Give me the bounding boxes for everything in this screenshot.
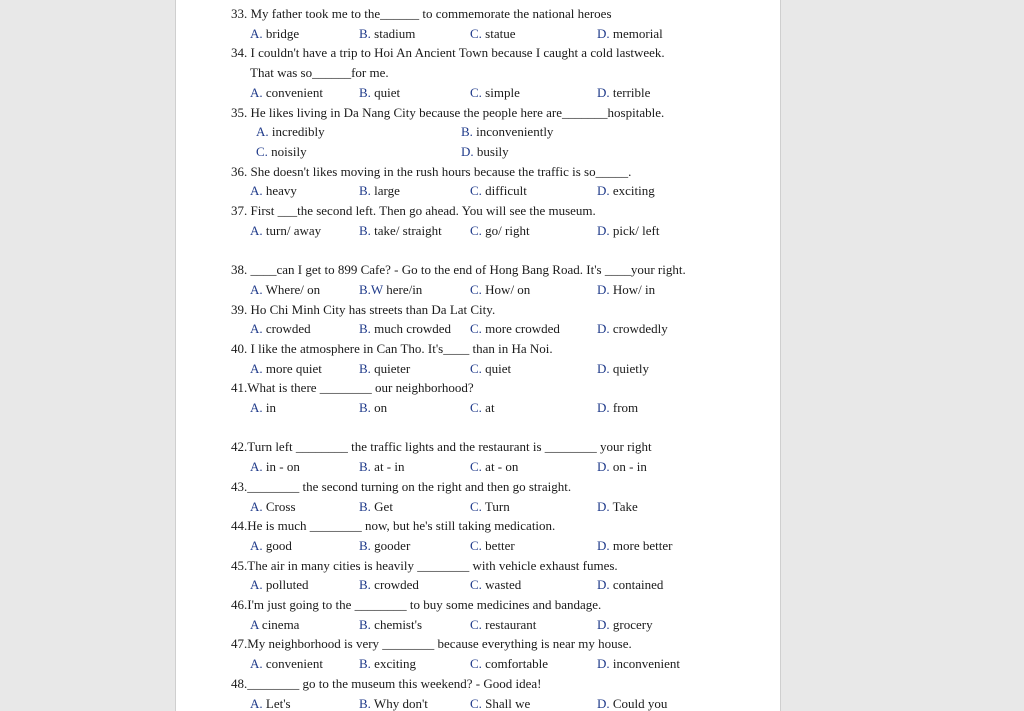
question-text: 47.My neighborhood is very ________ because everything is near my house.: [231, 636, 632, 652]
answer-option: [597, 497, 638, 517]
option-text: quietly: [609, 360, 649, 376]
option-text: pick/ left: [609, 222, 660, 238]
answer-option: [597, 575, 663, 595]
answer-option: [597, 615, 653, 635]
option-text: chemist's: [370, 616, 423, 632]
answer-option: [470, 83, 520, 103]
option-letter: B.: [359, 360, 371, 376]
option-text: crowdedly: [609, 321, 668, 337]
answer-option: [359, 24, 415, 44]
option-text: much crowded: [370, 321, 452, 337]
option-text: better: [481, 537, 515, 553]
option-letter: D.: [597, 459, 610, 475]
option-letter: B.: [359, 695, 371, 711]
answer-option: [461, 142, 509, 162]
option-text: more better: [609, 537, 673, 553]
question-text: 39. Ho Chi Minh City has streets than Da Lat City.: [231, 301, 496, 317]
option-text: simple: [481, 84, 520, 100]
option-text: at - in: [370, 459, 405, 475]
option-text: turn/ away: [262, 222, 322, 238]
answer-option: [359, 457, 405, 477]
option-letter: D.: [597, 616, 610, 632]
answer-option: [597, 359, 649, 379]
question-text: 46.I'm just going to the ________ to buy some medicines and bandage.: [231, 597, 602, 612]
option-letter: D.: [597, 537, 610, 553]
option-letter: D.: [597, 577, 610, 593]
option-letter: C.: [470, 537, 482, 553]
question-text: 42.Turn left ________ the traffic lights and the restaurant is ________ your right: [231, 439, 652, 455]
worksheet-line: [176, 63, 780, 83]
option-text: exciting: [370, 656, 417, 672]
option-text: statue: [481, 25, 516, 41]
option-letter: A.: [250, 656, 263, 672]
option-text: crowded: [262, 321, 311, 337]
answer-option: [597, 398, 638, 418]
option-letter: C.: [470, 577, 482, 593]
worksheet-line: [176, 240, 780, 260]
worksheet-line: [176, 339, 780, 359]
worksheet-line: [176, 378, 780, 398]
option-text: in: [262, 400, 277, 415]
question-text: 35. He likes living in Da Nang City because the people here are_______hospitable.: [231, 104, 665, 120]
option-letter: A.: [250, 498, 263, 514]
option-text: busily: [473, 143, 509, 159]
question-text: 41.What is there ________ our neighborhood?: [231, 380, 474, 396]
answer-option: [470, 24, 516, 44]
option-letter: B.: [461, 124, 473, 140]
worksheet-line: [176, 280, 780, 300]
option-text: crowded: [370, 577, 419, 593]
worksheet-line: [176, 595, 780, 615]
answer-option: [359, 615, 422, 635]
answer-option: [250, 221, 321, 241]
option-letter: C.: [470, 360, 482, 376]
option-letter: A.: [250, 400, 263, 415]
worksheet-line: [176, 359, 780, 379]
option-letter: D.: [597, 84, 610, 100]
answer-option: [597, 83, 650, 103]
worksheet-line: [176, 260, 780, 280]
worksheet-line: [176, 536, 780, 556]
option-text: on: [370, 400, 388, 415]
option-text: noisily: [267, 143, 307, 159]
answer-option: [470, 654, 548, 674]
worksheet-line: [176, 43, 780, 63]
option-letter: D.: [597, 25, 610, 41]
option-letter: A.: [250, 222, 263, 238]
answer-option: [359, 280, 422, 300]
worksheet-line: [176, 122, 780, 142]
option-text: exciting: [609, 183, 655, 199]
option-letter: D.: [461, 143, 474, 159]
option-letter: A.: [250, 577, 263, 593]
answer-option: [597, 280, 655, 300]
option-text: comfortable: [481, 656, 548, 672]
option-letter: B.: [359, 459, 371, 475]
answer-option: [250, 181, 297, 201]
answer-option: [250, 319, 311, 339]
worksheet-line: [176, 694, 780, 711]
option-letter: D.: [597, 400, 610, 415]
answer-option: [597, 221, 659, 241]
worksheet-line: [176, 437, 780, 457]
worksheet-line: [176, 516, 780, 536]
worksheet-line: [176, 497, 780, 517]
answer-option: [597, 654, 680, 674]
answer-option: [359, 575, 419, 595]
answer-option: [359, 398, 387, 418]
answer-option: [250, 536, 292, 556]
option-letter: D.: [597, 498, 610, 514]
option-letter: D.: [597, 222, 610, 238]
answer-option: [470, 398, 495, 418]
option-text: cinema: [258, 616, 300, 632]
option-letter: D.: [597, 360, 610, 376]
answer-option: [359, 221, 442, 241]
question-text: 43.________ the second turning on the right and then go straight.: [231, 478, 572, 494]
option-text: Why don't: [370, 695, 428, 711]
worksheet-line: [176, 83, 780, 103]
question-text: 36. She doesn't likes moving in the rush hours because the traffic is so_____.: [231, 163, 632, 179]
option-text: contained: [609, 577, 664, 593]
question-text: That was so______for me.: [250, 65, 389, 81]
option-text: Could you: [609, 695, 668, 711]
option-text: quiet: [370, 84, 401, 100]
option-letter: C.: [470, 616, 482, 632]
option-text: large: [370, 183, 400, 199]
option-letter: A.: [256, 124, 269, 140]
worksheet-line: [176, 142, 780, 162]
option-text: take/ straight: [370, 222, 442, 238]
option-letter: A.: [250, 537, 263, 553]
answer-option: [250, 654, 323, 674]
answer-option: [597, 319, 668, 339]
option-letter: A.: [250, 25, 263, 41]
answer-option: [359, 83, 400, 103]
option-text: Get: [370, 498, 393, 514]
option-text: Turn: [481, 498, 510, 514]
worksheet-line: [176, 575, 780, 595]
option-text: terrible: [609, 84, 651, 100]
answer-option: [250, 694, 291, 711]
option-letter: C.: [470, 695, 482, 711]
question-text: 44.He is much ________ now, but he's still taking medication.: [231, 518, 556, 534]
worksheet-line: [176, 162, 780, 182]
answer-option: [470, 536, 515, 556]
option-letter: A.: [250, 281, 263, 297]
worksheet-line: [176, 398, 780, 418]
option-letter: B.: [359, 537, 371, 553]
worksheet-line: [176, 221, 780, 241]
answer-option: [597, 181, 655, 201]
option-text: memorial: [609, 25, 663, 41]
worksheet-line: [176, 477, 780, 497]
option-letter: B.: [359, 25, 371, 41]
question-text: 38. ____can I get to 899 Cafe? - Go to the end of Hong Bang Road. It's ____your right.: [231, 262, 686, 278]
answer-option: [470, 694, 530, 711]
option-text: at: [481, 400, 495, 415]
answer-option: [359, 654, 416, 674]
question-text: 34. I couldn't have a trip to Hoi An Ancient Town because I caught a cold lastweek.: [231, 45, 665, 61]
answer-option: [359, 536, 410, 556]
option-letter: C.: [470, 222, 482, 238]
answer-option: [359, 319, 451, 339]
worksheet-line: [176, 181, 780, 201]
option-letter: B.: [359, 183, 371, 199]
option-text: Take: [609, 498, 638, 514]
option-text: Shall we: [481, 695, 531, 711]
worksheet-line: [176, 319, 780, 339]
option-text: more crowded: [481, 321, 560, 337]
option-letter: C.: [470, 400, 482, 415]
option-text: wasted: [481, 577, 522, 593]
option-letter: D.: [597, 656, 610, 672]
option-text: at - on: [481, 459, 519, 475]
option-text: from: [609, 400, 639, 415]
option-text: good: [262, 537, 292, 553]
option-text: bridge: [262, 25, 300, 41]
option-letter: B.W: [359, 281, 383, 297]
option-text: quiet: [481, 360, 512, 376]
option-text: inconvenient: [609, 656, 681, 672]
option-letter: D.: [597, 695, 610, 711]
answer-option: [250, 398, 276, 418]
option-letter: B.: [359, 84, 371, 100]
option-letter: C.: [470, 321, 482, 337]
answer-option: [597, 457, 647, 477]
document-page: [175, 0, 781, 711]
option-text: quieter: [370, 360, 411, 376]
worksheet-line: [176, 103, 780, 123]
worksheet-line: [176, 556, 780, 576]
option-letter: C.: [470, 84, 482, 100]
option-letter: B.: [359, 222, 371, 238]
answer-option: [470, 497, 510, 517]
worksheet-line: [176, 201, 780, 221]
option-letter: C.: [470, 25, 482, 41]
option-text: here/in: [382, 281, 423, 297]
option-letter: B.: [359, 321, 371, 337]
question-text: 45.The air in many cities is heavily ________ with vehicle exhaust fumes.: [231, 557, 618, 573]
option-letter: A.: [250, 695, 263, 711]
answer-option: [250, 615, 299, 635]
option-text: incredibly: [268, 124, 325, 140]
option-letter: A.: [250, 459, 263, 475]
question-text: 37. First ___the second left. Then go ahead. You will see the museum.: [231, 203, 596, 218]
option-text: How/ on: [481, 281, 531, 297]
option-letter: D.: [597, 183, 610, 199]
option-text: on - in: [609, 459, 647, 475]
answer-option: [250, 83, 323, 103]
option-text: grocery: [609, 616, 653, 632]
option-letter: B.: [359, 656, 371, 672]
answer-option: [470, 319, 560, 339]
answer-option: [597, 24, 663, 44]
question-text: 40. I like the atmosphere in Can Tho. It's____ than in Ha Noi.: [231, 340, 553, 356]
option-letter: A.: [250, 84, 263, 100]
answer-option: [256, 122, 325, 142]
option-text: restaurant: [481, 616, 537, 632]
option-letter: C.: [256, 143, 268, 159]
option-text: How/ in: [609, 281, 656, 297]
answer-option: [470, 615, 536, 635]
answer-option: [470, 181, 527, 201]
option-letter: C.: [470, 656, 482, 672]
answer-option: [250, 457, 300, 477]
option-text: Cross: [262, 498, 296, 514]
worksheet-line: [176, 24, 780, 44]
option-text: gooder: [370, 537, 411, 553]
option-letter: C.: [470, 459, 482, 475]
option-letter: A: [250, 616, 259, 632]
option-text: go/ right: [481, 222, 530, 238]
answer-option: [597, 536, 672, 556]
answer-option: [359, 181, 400, 201]
option-text: inconveniently: [472, 124, 554, 140]
option-text: in - on: [262, 459, 300, 475]
option-text: convenient: [262, 84, 323, 100]
option-letter: C.: [470, 498, 482, 514]
answer-option: [470, 221, 530, 241]
option-letter: D.: [597, 281, 610, 297]
answer-option: [250, 359, 322, 379]
option-text: polluted: [262, 577, 309, 593]
option-letter: A.: [250, 321, 263, 337]
question-text: 33. My father took me to the______ to commemorate the national heroes: [231, 6, 612, 21]
answer-option: [470, 359, 511, 379]
answer-option: [597, 694, 667, 711]
answer-option: [250, 575, 309, 595]
answer-option: [359, 359, 410, 379]
option-text: stadium: [370, 25, 416, 41]
option-letter: A.: [250, 360, 263, 376]
answer-option: [359, 497, 393, 517]
answer-option: [470, 280, 530, 300]
worksheet-line: [176, 654, 780, 674]
answer-option: [461, 122, 553, 142]
answer-option: [256, 142, 307, 162]
worksheet-line: [176, 457, 780, 477]
answer-option: [250, 24, 299, 44]
option-text: Where/ on: [262, 281, 321, 297]
worksheet-line: [176, 615, 780, 635]
option-letter: B.: [359, 498, 371, 514]
answer-option: [250, 497, 296, 517]
option-letter: B.: [359, 577, 371, 593]
option-text: difficult: [481, 183, 527, 199]
option-letter: B.: [359, 400, 371, 415]
option-letter: D.: [597, 321, 610, 337]
worksheet-line: [176, 418, 780, 438]
option-text: more quiet: [262, 360, 322, 376]
worksheet-line: [176, 4, 780, 24]
answer-option: [470, 457, 518, 477]
answer-option: [359, 694, 428, 711]
option-letter: C.: [470, 183, 482, 199]
answer-option: [470, 575, 521, 595]
option-text: Let's: [262, 695, 291, 711]
worksheet-line: [176, 634, 780, 654]
worksheet-line: [176, 674, 780, 694]
option-text: heavy: [262, 183, 297, 199]
option-text: convenient: [262, 656, 323, 672]
option-letter: C.: [470, 281, 482, 297]
answer-option: [250, 280, 320, 300]
option-letter: B.: [359, 616, 371, 632]
question-text: 48.________ go to the museum this weekend? - Good idea!: [231, 675, 542, 691]
worksheet-line: [176, 300, 780, 320]
option-letter: A.: [250, 183, 263, 199]
